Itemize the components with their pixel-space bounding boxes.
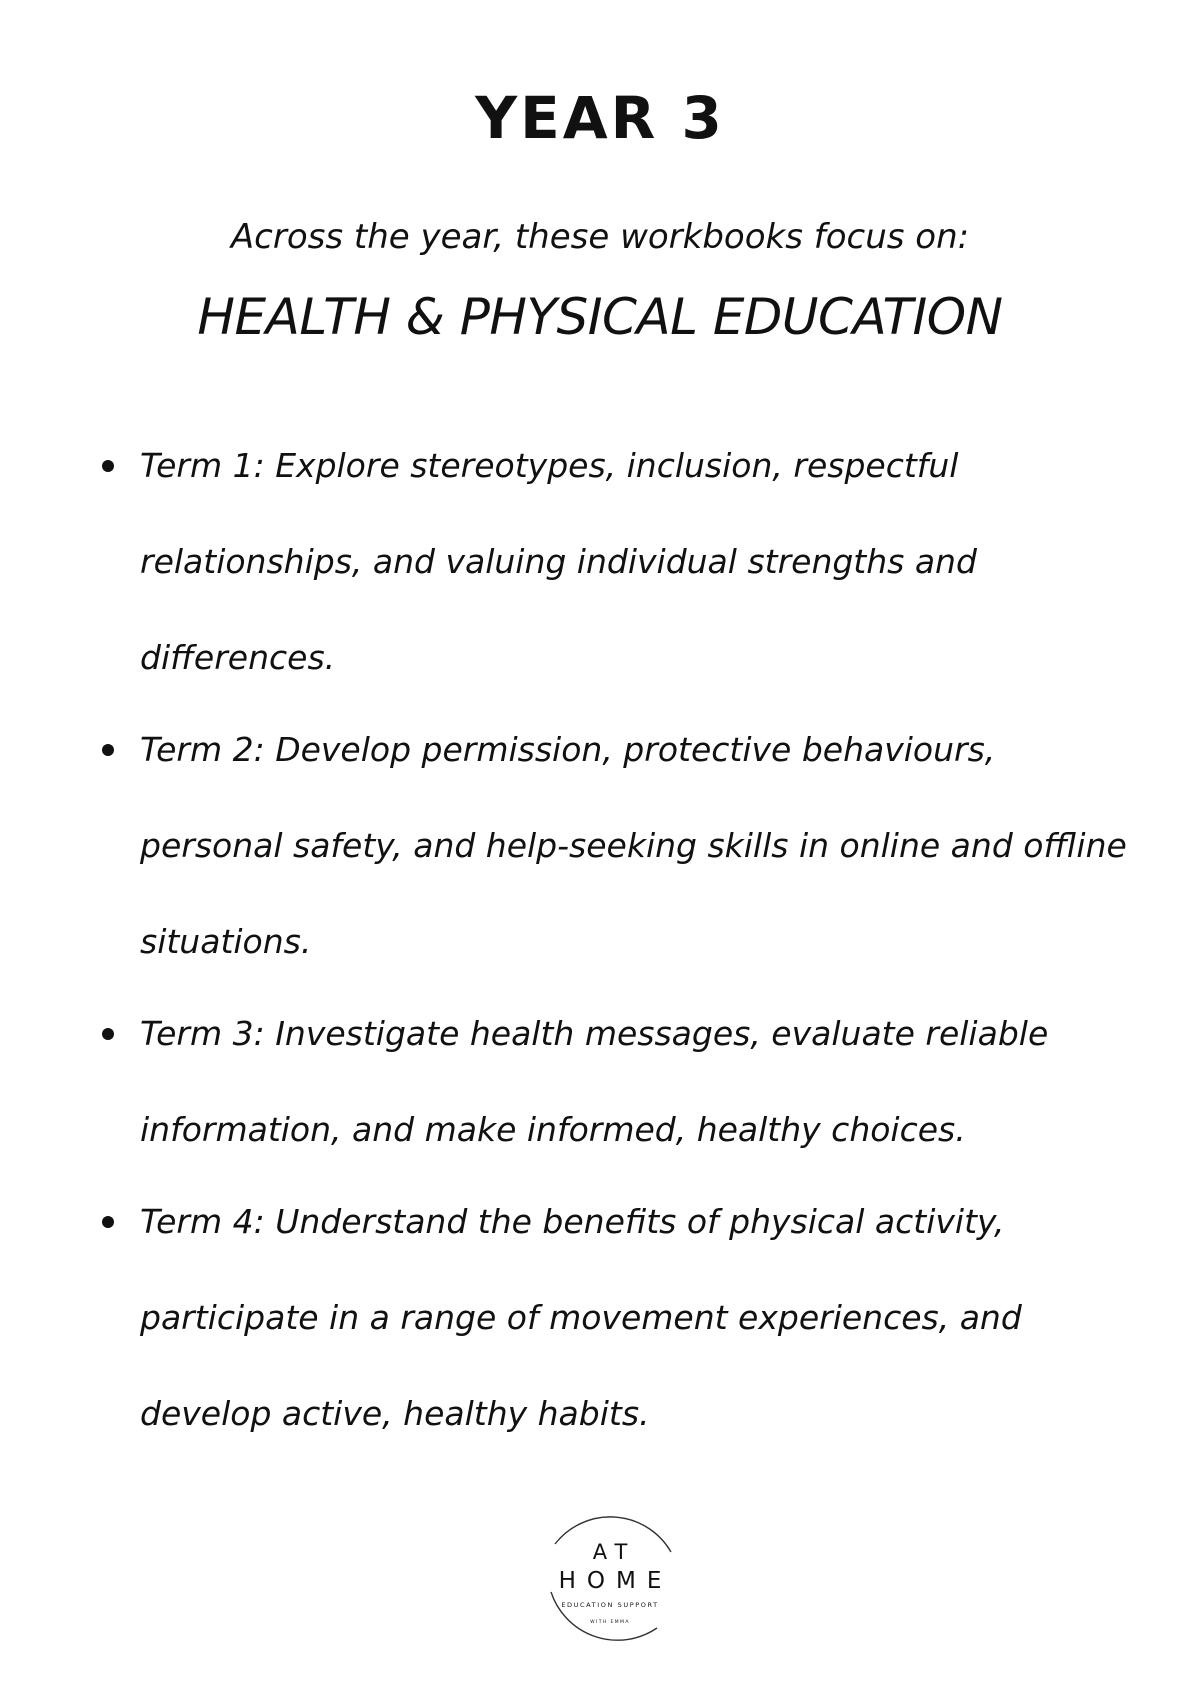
logo-tagline: EDUCATION SUPPORT — [561, 1601, 659, 1609]
logo-byline: WITH EMMA — [590, 1620, 630, 1625]
bullet-icon — [102, 744, 114, 756]
bullet-icon — [102, 1028, 114, 1040]
logo-home-text: HOME — [558, 1568, 673, 1594]
brand-logo — [527, 1500, 693, 1660]
subject-heading: HEALTH & PHYSICAL EDUCATION — [197, 288, 1003, 346]
term-item-1 — [100, 418, 1140, 706]
logo-at-text: AT — [592, 1540, 637, 1564]
term-list — [100, 440, 1140, 1462]
term-text: Term 2: Develop permission, protective behaviours, personal safety, and help-seeking skills in online and offline situations. — [140, 730, 1127, 961]
term-text: Term 4: Understand the benefits of physical activity, participate in a range of movement experiences, and develop active, healthy habits. — [140, 1202, 1022, 1433]
term-item-4 — [100, 1174, 1140, 1462]
bullet-icon — [102, 460, 114, 472]
intro-text: Across the year, these workbooks focus on: — [230, 217, 970, 257]
term-item-3 — [100, 986, 1140, 1178]
term-text: Term 1: Explore stereotypes, inclusion, respectful relationships, and valuing individual strengths and differences. — [140, 446, 977, 677]
bullet-icon — [102, 1216, 114, 1228]
term-text: Term 3: Investigate health messages, evaluate reliable information, and make informed, healthy choices. — [140, 1014, 1049, 1149]
page-title: YEAR 3 — [475, 84, 725, 152]
term-item-2 — [100, 702, 1140, 990]
